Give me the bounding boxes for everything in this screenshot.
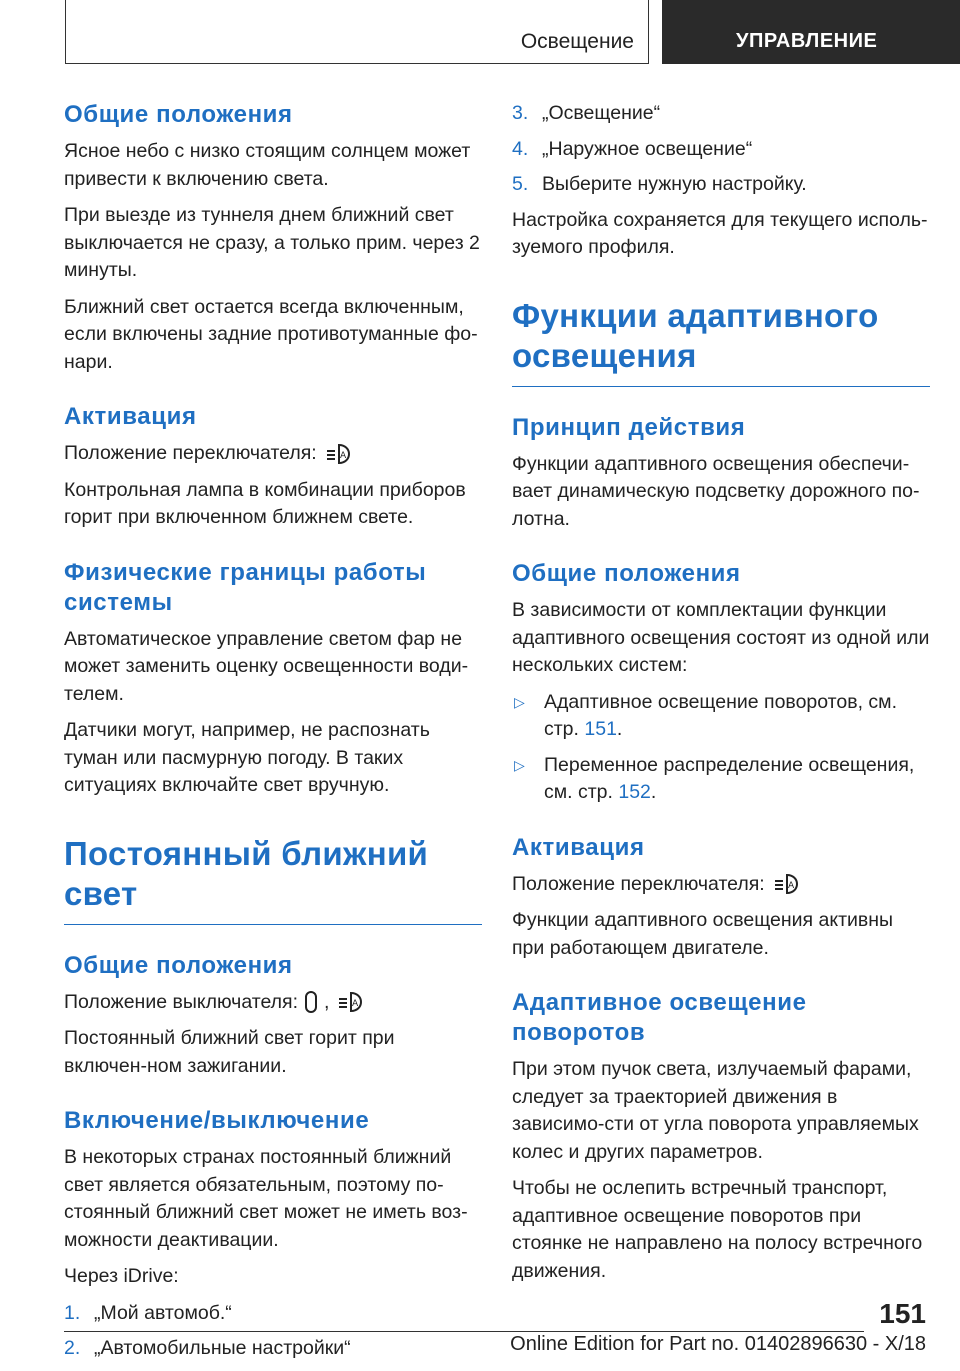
switch-position-label: Положение переключателя: <box>512 872 765 895</box>
footer-divider <box>64 1331 864 1332</box>
left-column <box>64 100 482 1371</box>
step-text: „Мой автомоб.“ <box>94 1301 232 1324</box>
chapter-tab <box>662 0 960 64</box>
curve-lighting-title: Адаптивное освещение поворотов <box>512 989 807 1046</box>
list-item <box>512 689 930 744</box>
page-link-151[interactable]: 151 <box>584 718 617 740</box>
step-number: 5. <box>512 173 529 195</box>
separator-comma: , <box>324 990 330 1013</box>
activation-title-2: Активация <box>512 833 645 861</box>
step-number: 1. <box>64 1301 81 1324</box>
step-text: Выберите нужную настройку. <box>542 173 807 195</box>
paragraph: Чтобы не ослепить встречный транспорт, адаптивное освещение поворотов при стоянке не направлено на полосу встречного движения. <box>512 1177 923 1282</box>
adaptive-lighting-section <box>512 296 930 387</box>
svg-text:A: A <box>787 881 794 892</box>
general-title-1: Общие положения <box>64 101 293 128</box>
bullet-content: Переменное распределение освещения, см. стр. 152. <box>544 753 915 803</box>
paragraph: Ясное небо с низко стоящим солнцем может привести к включению света. <box>64 140 471 190</box>
principle-title: Принцип действия <box>512 413 746 441</box>
constant-low-beam-title: Постоянный ближний свет <box>64 834 429 912</box>
onoff-title: Включение/выключение <box>64 1107 370 1134</box>
steps-list-continued <box>512 100 930 199</box>
step-text: „Освещение“ <box>542 102 661 124</box>
general-title-3: Общие положения <box>512 560 741 587</box>
switch-position-label: Положение переключателя: <box>64 442 317 464</box>
list-item <box>512 100 930 128</box>
section-tab <box>65 0 649 64</box>
auto-headlight-icon <box>771 872 803 896</box>
list-item <box>512 136 930 164</box>
paragraph: Функции адаптивного освещения активны при работающем двигателе. <box>512 909 894 959</box>
paragraph: В зависимости от комплектации функции адаптивного освещения состоят из одной или нескольких систем: <box>512 599 930 676</box>
step-number: 4. <box>512 137 529 160</box>
svg-text:A: A <box>339 450 346 461</box>
list-item <box>64 1300 482 1328</box>
list-item <box>512 171 930 199</box>
paragraph-switch-position <box>512 871 930 899</box>
paragraph-switch-positions <box>64 989 482 1017</box>
section-title: Освещение <box>520 30 634 53</box>
general-title-2: Общие положения <box>64 951 293 979</box>
paragraph: Ближний свет остается всегда включенным, если включены задние противотуманные фо-нари. <box>64 295 478 373</box>
paragraph: Датчики могут, например, не распознать туман или пасмурную погоду. В таких ситуациях включайте свет вручную. <box>64 719 430 796</box>
paragraph: Контрольная лампа в комбинации приборов горит при включенном ближнем свете. <box>64 478 466 528</box>
switch-off-icon <box>304 990 318 1014</box>
paragraph: При выезде из туннеля днем ближний свет выключается не сразу, а только прим. через 2 минуты. <box>64 204 480 281</box>
page-header <box>0 0 960 66</box>
systems-list <box>512 689 930 807</box>
step-number: 2. <box>64 1337 81 1359</box>
switch-position-label: Положение выключателя: <box>64 990 299 1013</box>
constant-low-beam-section <box>64 834 482 925</box>
bullet-text: Адаптивное освещение поворотов, см. стр. <box>544 690 897 740</box>
step-number: 3. <box>512 102 529 124</box>
page-number: 151 <box>879 1298 926 1329</box>
list-item <box>64 1335 482 1363</box>
triangle-bullet-icon: ▷ <box>514 756 525 773</box>
paragraph: Через iDrive: <box>64 1265 179 1287</box>
paragraph: Постоянный ближний свет горит при включен-ном зажигании. <box>64 1027 395 1077</box>
svg-text:A: A <box>352 999 359 1010</box>
activation-title: Активация <box>64 403 197 430</box>
chapter-title: УПРАВЛЕНИЕ <box>736 30 878 52</box>
paragraph: В некоторых странах постоянный ближний свет является обязательным, поэтому по-стоянный ближний свет может не иметь воз-можности деактивации. <box>64 1146 468 1251</box>
auto-headlight-icon <box>323 442 355 466</box>
list-item <box>512 752 930 807</box>
bullet-text: Переменное распределение освещения, см. стр. <box>544 753 915 803</box>
edition-text: Online Edition for Part no. 01402896630 - X/18 <box>510 1333 926 1355</box>
step-text: „Автомобильные настройки“ <box>94 1337 351 1359</box>
auto-headlight-icon <box>335 990 367 1014</box>
paragraph: Автоматическое управление светом фар не может заменить оценку освещенности води-телем. <box>64 627 469 705</box>
bullet-content: Адаптивное освещение поворотов, см. стр. 151. <box>544 690 897 740</box>
right-column <box>512 100 930 1294</box>
step-text: „Наружное освещение“ <box>542 137 753 160</box>
page-link-152[interactable]: 152 <box>618 781 651 803</box>
paragraph-switch-position <box>64 440 482 468</box>
paragraph: При этом пучок света, излучаемый фарами, следует за траекторией движения в зависимо-сти от угла поворота управляемых колес и других параметров. <box>512 1058 919 1163</box>
paragraph: Функции адаптивного освещения обеспечи-вает динамическую подсветку дорожного по-лотна. <box>512 452 920 530</box>
adaptive-lighting-title: Функции адаптивного освещения <box>512 296 879 374</box>
limits-title: Физические границы работы системы <box>64 558 427 616</box>
triangle-bullet-icon: ▷ <box>514 693 525 710</box>
paragraph: Настройка сохраняется для текущего исполь-зуемого профиля. <box>512 208 928 258</box>
